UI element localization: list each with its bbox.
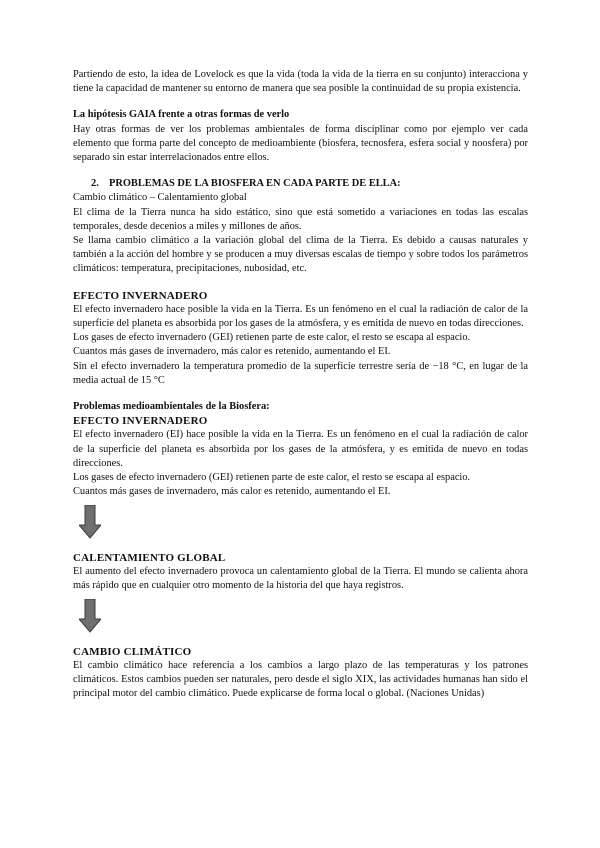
calentamiento-paragraph: El aumento del efecto invernadero provoca un calentamiento global de la Tierra. El mundo se calienta ahora más rápido que en cualquier otro momento de la historia del que haya registros.: [73, 565, 528, 592]
efecto-paragraph-1: El efecto invernadero hace posible la vida en la Tierra. Es un fenómeno en el cual la radiación de calor de la superficie del planeta es absorbida por los gases de la atmósfera, y es emitida de nuevo en todas direcciones.: [73, 303, 528, 330]
down-arrow-icon: [79, 505, 101, 539]
calentamiento-heading: CALENTAMIENTO GLOBAL: [73, 551, 226, 564]
document-page: [73, 68, 528, 701]
efecto-invernadero-heading: EFECTO INVERNADERO: [73, 289, 208, 302]
section-2-heading: [73, 177, 528, 191]
problemas-paragraph-2: Los gases de efecto invernadero (GEI) retienen parte de este calor, el resto se escapa al espacio.: [73, 472, 471, 484]
cambio-climatico-heading: CAMBIO CLIMÁTICO: [73, 645, 192, 658]
gaia-paragraph: Hay otras formas de ver los problemas ambientales de forma disciplinar como por ejemplo ver cada elemento que forma parte del concepto de medioambiente (biosfera, tecnosfera, esfera social y noosfera) por separado sin estar interrelacionados entre ellos.: [73, 123, 528, 164]
problemas-paragraph-1: El efecto invernadero (EI) hace posible la vida en la Tierra. Es un fenómeno en el cual la radiación de calor de la superficie del planeta es absorbida por los gases de la atmósfera, y es emitida de nuevo en todas direcciones.: [73, 429, 528, 469]
cambio-climatico-paragraph: El cambio climático hace referencia a los cambios a largo plazo de las temperaturas y los patrones climáticos. Estos cambios pueden ser naturales, pero desde el siglo XIX, las actividades humanas han sido el principal motor del cambio climático. Puede explicarse de forma local o global. (Naciones Unidas): [73, 659, 528, 700]
section-number: 2.: [91, 178, 99, 190]
problemas-heading: Problemas medioambientales de la Biosfera:: [73, 401, 270, 413]
section-2-subtitle: Cambio climático – Calentamiento global: [73, 192, 247, 204]
section-title: PROBLEMAS DE LA BIOSFERA EN CADA PARTE DE ELLA:: [109, 178, 401, 190]
efecto-paragraph-2: Los gases de efecto invernadero (GEI) retienen parte de este calor, el resto se escapa al espacio.: [73, 332, 471, 344]
efecto-paragraph-4: Sin el efecto invernadero la temperatura promedio de la superficie terrestre sería de −18 °C, en lugar de la media actual de 15 °C: [73, 360, 528, 386]
gaia-heading: La hipótesis GAIA frente a otras formas de verlo: [73, 109, 290, 121]
down-arrow-icon: [79, 599, 101, 633]
efecto-paragraph-3: Cuantos más gases de invernadero, más calor es retenido, aumentando el EI.: [73, 346, 391, 358]
intro-paragraph: Partiendo de esto, la idea de Lovelock es que la vida (toda la vida de la tierra en su conjunto) interacciona y tiene la capacidad de mantener su entorno de manera que sea posible la continuidad de su propia existencia.: [73, 69, 528, 95]
problemas-paragraph-3: Cuantos más gases de invernadero, más calor es retenido, aumentando el EI.: [73, 486, 391, 498]
climate-paragraph-1: El clima de la Tierra nunca ha sido estático, sino que está sometido a variaciones en todas las escalas temporales, desde decenios a miles y millones de años.: [73, 206, 528, 232]
problemas-subheading: EFECTO INVERNADERO: [73, 415, 208, 428]
climate-paragraph-2: Se llama cambio climático a la variación global del clima de la Tierra. Es debido a causas naturales y también a la acción del hombre y se producen a muy diversas escalas de tiempo y sobre todos los parámetros climáticos: temperatura, precipitaciones, nubosidad, etc.: [73, 235, 528, 275]
